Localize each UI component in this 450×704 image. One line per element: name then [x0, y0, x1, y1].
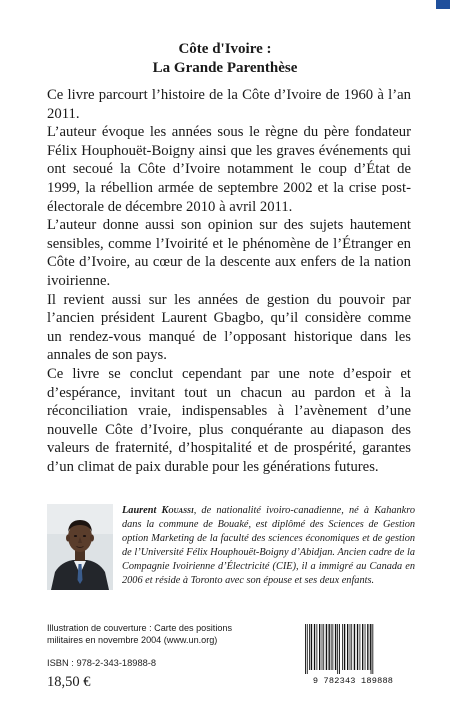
barcode-bar — [370, 624, 371, 670]
author-photo — [47, 504, 113, 590]
title-line-1: Côte d'Ivoire : — [178, 41, 272, 57]
barcode-bar — [342, 624, 343, 670]
summary-paragraph: Ce livre parcourt l’histoire de la Côte d’Ivoire de 1960 à l’an 2011. — [47, 87, 411, 122]
cover-illustration-credit: Illustration de couverture : Carte des positions militaires en novembre 2004 (www.un.org) — [47, 623, 233, 645]
barcode-bar — [344, 624, 345, 670]
barcode-bar — [311, 624, 312, 670]
barcode-bar — [350, 624, 351, 670]
author-last-name: Kouassi — [161, 505, 194, 516]
barcode-bar — [367, 624, 368, 670]
barcode-bar — [316, 624, 317, 670]
barcode-bar — [337, 624, 338, 674]
author-first-name: Laurent — [122, 505, 162, 516]
barcode-bar — [357, 624, 358, 670]
accent-corner — [436, 0, 450, 9]
author-portrait-image — [47, 504, 113, 590]
summary-paragraph: L’auteur évoque les années sous le règne du père fondateur Félix Houphouët-Boigny ainsi que les graves événements qui ont secoué la Côte d’Ivoire notamment le coup d’État de 1999, la rébellion armée de septembre 2002 et la crise post-électorale de décembre 2010 à avril 2011. — [47, 124, 411, 215]
barcode-bar — [323, 624, 324, 670]
barcode-bar — [359, 624, 360, 670]
summary-paragraph: Ce livre se conclut cependant par une note d’espoir et d’espérance, invitant tout un chacun au pardon et à la réconciliation vraie, indispensables à l’avènement d’une nouvelle Côte d’Ivoire, plus conquérante au diapason des valeurs de fraternité, d’hospitalité et de prospérité, garantes d’un climat de paix durable pour les générations futures. — [47, 365, 411, 475]
barcode-bar — [322, 624, 323, 670]
summary-paragraph: L’auteur donne aussi son opinion sur des sujets hautement sensibles, comme l’Ivoirité et le phénomène de l’Étranger en Côte d’Ivoire, au cœur de la descente aux enfers de la nation ivoirienne. — [47, 217, 411, 289]
barcode-bar — [372, 624, 373, 674]
barcode-bar — [365, 624, 366, 670]
barcode-bar — [332, 624, 333, 670]
barcode-bar — [314, 624, 315, 670]
price: 18,50 € — [47, 674, 91, 690]
barcode-bars — [303, 624, 405, 676]
barcode-bar — [307, 624, 308, 674]
barcode-bar — [319, 624, 320, 670]
barcode-bar — [335, 624, 336, 670]
barcode-bar — [331, 624, 332, 670]
barcode-number: 9 782343 189888 — [312, 676, 394, 686]
title-line-2: La Grande Parenthèse — [152, 60, 298, 76]
author-bio-text: , de nationalité ivoiro-canadienne, né à Kahankro dans la commune de Bouaké, est diplômé des Sciences de Gestion option Marketing de la faculté des sciences économiques et de gestion de l’Université Félix Houphouët-Boigny d’Abidjan. Ancien cadre de la Compagnie Ivoirienne d’Électricité (CIE), il a immigré au Canada en 2006 et réside à Toronto avec son épouse et ses deux enfants. — [122, 505, 415, 586]
summary-text — [47, 86, 411, 476]
barcode-bar — [347, 624, 348, 670]
barcode — [303, 624, 405, 684]
barcode-bar — [328, 624, 329, 670]
barcode-bar — [354, 624, 355, 670]
book-title — [0, 40, 450, 78]
isbn: ISBN : 978-2-343-18988-8 — [47, 658, 157, 668]
barcode-bar — [305, 624, 306, 674]
barcode-bar — [371, 624, 372, 674]
barcode-bar — [339, 624, 340, 674]
barcode-bar — [309, 624, 310, 670]
summary-paragraph: Il revient aussi sur les années de gestion du pouvoir par l’ancien président Laurent Gbagbo, qu’il considère comme un rendez-vous manqué de l’opposant historique dans les annales de son pays. — [47, 291, 411, 364]
barcode-bar — [326, 624, 327, 670]
author-bio — [122, 504, 415, 588]
barcode-bar — [351, 624, 352, 670]
barcode-bar — [362, 624, 363, 670]
